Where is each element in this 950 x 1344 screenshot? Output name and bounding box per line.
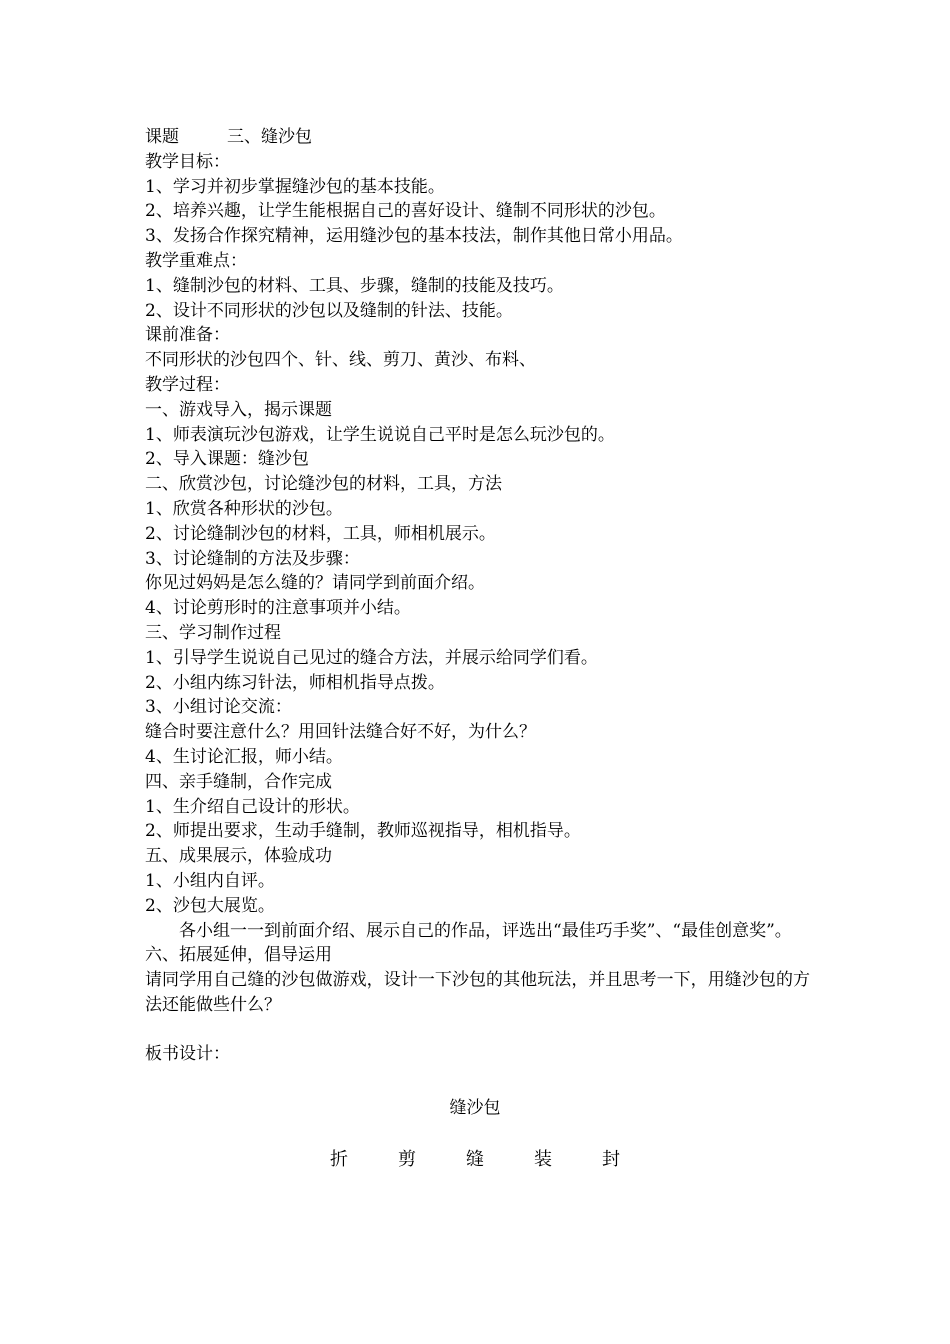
board-design-label: 板书设计：: [145, 1044, 230, 1065]
text-line: 2、师提出要求，生动手缝制，教师巡视指导，相机指导。: [145, 821, 581, 842]
text-line: 2、小组内练习针法，师相机指导点拨。: [145, 672, 445, 693]
award-paragraph: 各小组一一到前面介绍、展示自己的作品，评选出“最佳巧手奖”、“最佳创意奖”。: [179, 920, 792, 941]
text-line: 1、小组内自评。: [145, 870, 275, 891]
board-step: 封: [602, 1149, 620, 1170]
text-line: 你见过妈妈是怎么缝的？请同学到前面介绍。: [145, 573, 485, 594]
text-line: 1、欣赏各种形状的沙包。: [145, 498, 343, 519]
text-line: 教学目标：: [145, 151, 230, 172]
text-line: 二、欣赏沙包，讨论缝沙包的材料，工具，方法: [145, 474, 502, 495]
text-line: 课前准备：: [145, 325, 230, 346]
section-six-heading: 六、拓展延伸，倡导运用: [145, 945, 332, 966]
board-step: 折: [330, 1149, 348, 1170]
text-line: 2、导入课题：缝沙包: [145, 449, 309, 470]
text-line: 五、成果展示，体验成功: [145, 846, 332, 867]
text-line: 1、师表演玩沙包游戏，让学生说说自己平时是怎么玩沙包的。: [145, 424, 615, 445]
text-line: 缝合时要注意什么？用回针法缝合好不好，为什么？: [145, 722, 536, 743]
text-line: 1、学习并初步掌握缝沙包的基本技能。: [145, 176, 445, 197]
board-step: 装: [534, 1149, 552, 1170]
text-line: 教学重难点：: [145, 250, 247, 271]
lesson-title: 三、缝沙包: [227, 127, 312, 147]
heading-label: 课题: [145, 127, 179, 147]
text-line: 2、沙包大展览。: [145, 895, 275, 916]
board-title: 缝沙包: [449, 1098, 501, 1118]
lesson-plan-body: [145, 125, 810, 1067]
text-line: 1、引导学生说说自己见过的缝合方法，并展示给同学们看。: [145, 647, 598, 668]
text-line: 4、讨论剪形时的注意事项并小结。: [145, 598, 411, 619]
text-line: 2、设计不同形状的沙包以及缝制的针法、技能。: [145, 300, 513, 321]
text-line: 3、发扬合作探究精神，运用缝沙包的基本技法，制作其他日常小用品。: [145, 226, 683, 247]
text-line: 不同形状的沙包四个、针、线、剪刀、黄沙、布料、: [145, 350, 536, 371]
text-line: 4、生讨论汇报，师小结。: [145, 746, 343, 767]
extension-paragraph: 请同学用自己缝的沙包做游戏，设计一下沙包的其他玩法，并且思考一下，用缝沙包的方法还能做些什么？: [145, 970, 810, 1015]
board-step: 剪: [398, 1149, 416, 1170]
text-line: 一、游戏导入，揭示课题: [145, 399, 332, 420]
text-line: 四、亲手缝制，合作完成: [145, 771, 332, 792]
text-line: 2、培养兴趣，让学生能根据自己的喜好设计、缝制不同形状的沙包。: [145, 201, 666, 222]
text-line: 三、学习制作过程: [145, 622, 281, 643]
text-line: 1、生介绍自己设计的形状。: [145, 796, 360, 817]
text-line: 教学过程：: [145, 374, 230, 395]
lesson-heading: [145, 125, 810, 150]
text-line: 3、讨论缝制的方法及步骤：: [145, 548, 360, 569]
text-line: 1、缝制沙包的材料、工具、步骤，缝制的技能及技巧。: [145, 275, 564, 296]
board-steps: [330, 1145, 670, 1171]
text-line: 2、讨论缝制沙包的材料，工具，师相机展示。: [145, 523, 496, 544]
board-step: 缝: [466, 1149, 484, 1170]
text-line: 3、小组讨论交流：: [145, 697, 292, 718]
